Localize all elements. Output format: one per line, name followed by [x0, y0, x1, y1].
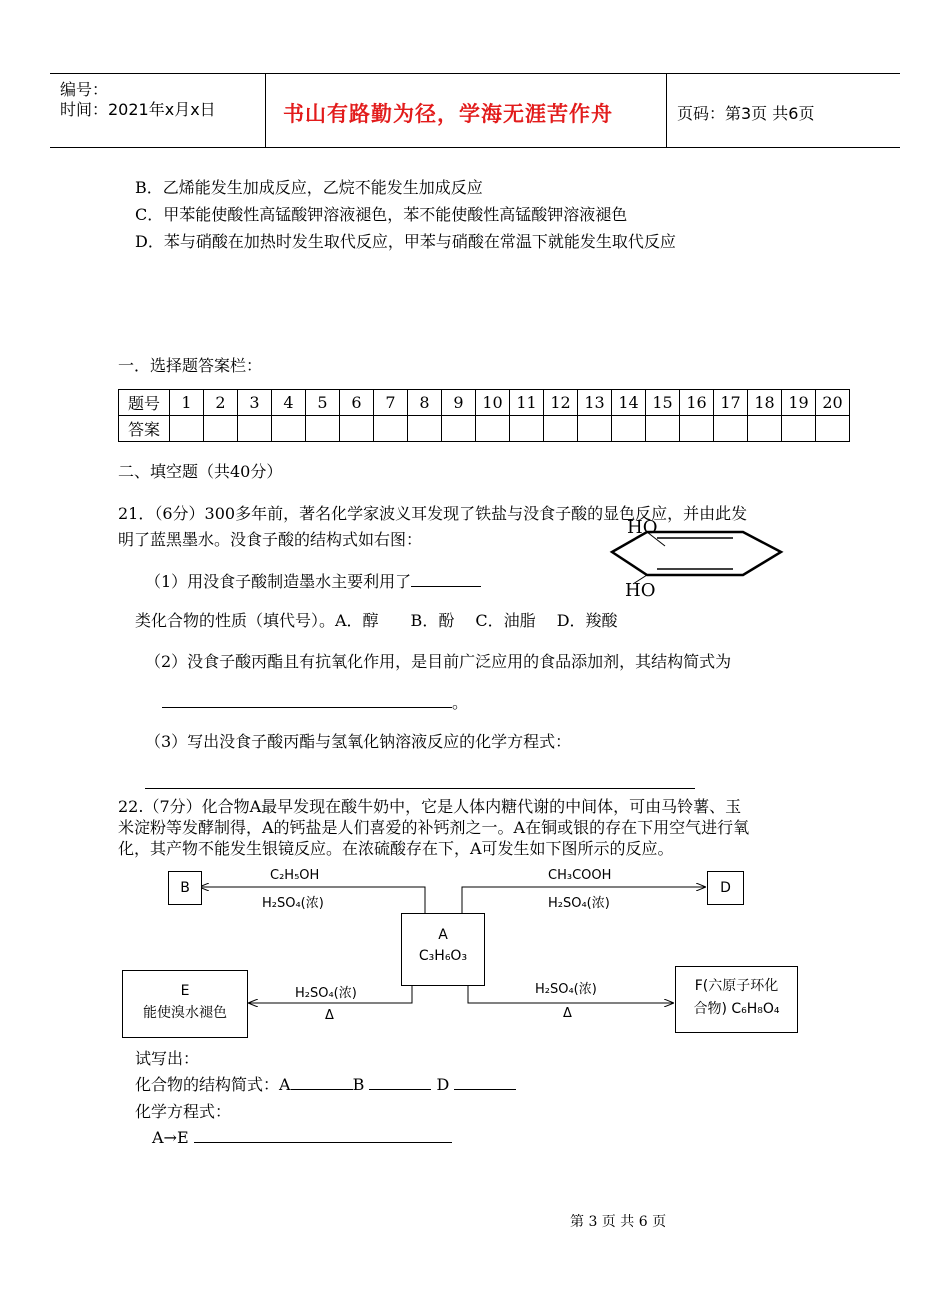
answer-table-answer-row: [119, 416, 850, 442]
q21-part3-text: （3）写出没食子酸丙酯与氢氧化钠溶液反应的化学方程式：: [145, 732, 572, 751]
arrow-e-heat: Δ: [325, 1008, 334, 1023]
q22-a-to-e-label: A→E: [152, 1128, 189, 1147]
answer-cell[interactable]: [476, 416, 510, 442]
compound-e-box: [122, 970, 248, 1038]
answer-cell[interactable]: [714, 416, 748, 442]
arrow-d-catalyst: H₂SO₄(浓): [548, 896, 610, 911]
arrow-f-heat: Δ: [563, 1006, 572, 1021]
option-b: B．乙烯能发生加成反应，乙烷不能发生加成反应: [135, 178, 483, 197]
compound-b-box: B: [168, 871, 202, 905]
answer-cell[interactable]: [340, 416, 374, 442]
q21-part2-answer-line: [162, 693, 468, 713]
number-cell: 17: [714, 390, 748, 416]
compound-e-desc: 能使溴水褪色: [143, 1005, 227, 1021]
compound-a-formula: C₃H₆O₃: [418, 948, 468, 964]
answer-cell[interactable]: [816, 416, 850, 442]
number-cell: 19: [782, 390, 816, 416]
answer-cell[interactable]: [442, 416, 476, 442]
q21-line2: 明了蓝黑墨水。没食子酸的结构式如右图：: [118, 530, 423, 549]
q22-blank-a[interactable]: [291, 1075, 353, 1090]
arrow-b-reagent: C₂H₅OH: [270, 868, 320, 883]
number-cell: 4: [272, 390, 306, 416]
header-divider-right: [666, 73, 667, 147]
answer-cell[interactable]: [782, 416, 816, 442]
structure-ho-top: HO: [627, 517, 658, 538]
arrow-d-reagent: CH₃COOH: [548, 868, 612, 883]
compound-f-line2: 合物) C₆H₈O₄: [693, 1001, 780, 1017]
number-cell: 16: [680, 390, 714, 416]
compound-d-box: D: [707, 871, 744, 905]
structure-ho-bottom: HO: [625, 580, 656, 601]
answer-cell[interactable]: [680, 416, 714, 442]
header-page-label: 页码：第3页 共6页: [677, 104, 815, 123]
section1-title: 一．选择题答案栏：: [118, 356, 263, 375]
compound-e-label: E: [180, 983, 190, 999]
q21-part2-blank[interactable]: [162, 693, 452, 708]
q22-line1: 22.（7分）化合物A最早发现在酸牛奶中，它是人体内糖代谢的中间体，可由马铃薯、玉: [118, 797, 742, 816]
q21-part1-line: [145, 572, 481, 592]
header-top-rule: [50, 73, 900, 74]
compound-a-box: [401, 913, 485, 986]
number-cell: 20: [816, 390, 850, 416]
header-divider-left: [265, 73, 266, 147]
q22-line3: 化，其产物不能发生银镜反应。在浓硫酸存在下，A可发生如下图所示的反应。: [118, 839, 674, 858]
q22-line2: 米淀粉等发酵制得，A的钙盐是人们喜爱的补钙剂之一。A在铜或银的存在下用空气进行氧: [118, 818, 750, 837]
number-cell: 5: [306, 390, 340, 416]
number-cell: 13: [578, 390, 612, 416]
gallic-acid-structure: [605, 518, 790, 603]
q22-try-write: 试写出：: [135, 1049, 200, 1068]
compound-f-line1: F(六原子环化: [694, 978, 779, 994]
q22-structure-line: [135, 1075, 516, 1095]
q21-part3-blank[interactable]: [145, 788, 695, 789]
q22-struct-b-label: B: [352, 1075, 365, 1094]
answer-table-number-row: [119, 390, 850, 416]
compound-a-label: A: [438, 927, 448, 943]
number-cell: 8: [408, 390, 442, 416]
answer-cell[interactable]: [204, 416, 238, 442]
answer-cell[interactable]: [374, 416, 408, 442]
q22-a-to-e-line: [152, 1128, 452, 1148]
section2-title: 二、填空题（共40分）: [118, 462, 283, 481]
option-d: D．苯与硝酸在加热时发生取代反应，甲苯与硝酸在常温下就能发生取代反应: [135, 232, 676, 251]
answer-cell[interactable]: [306, 416, 340, 442]
answer-cell[interactable]: [544, 416, 578, 442]
number-cell: 7: [374, 390, 408, 416]
number-cell: 1: [170, 390, 204, 416]
answer-table: [118, 389, 850, 442]
answer-cell[interactable]: [408, 416, 442, 442]
answer-cell[interactable]: [170, 416, 204, 442]
number-cell: 11: [510, 390, 544, 416]
answer-cell[interactable]: [612, 416, 646, 442]
number-cell: 9: [442, 390, 476, 416]
number-cell: 15: [646, 390, 680, 416]
compound-f-box: [675, 966, 798, 1033]
header-motto: 书山有路勤为径，学海无涯苦作舟: [283, 102, 613, 126]
q22-struct-d-label: D: [436, 1075, 450, 1094]
q22-struct-a-label: 化合物的结构简式：A: [135, 1075, 291, 1094]
arrow-b-catalyst: H₂SO₄(浓): [262, 896, 324, 911]
header-time-label: 时间：2021年x月x日: [60, 100, 216, 119]
q22-blank-b[interactable]: [369, 1075, 431, 1090]
answer-cell[interactable]: [510, 416, 544, 442]
answer-cell[interactable]: [646, 416, 680, 442]
number-cell: 3: [238, 390, 272, 416]
number-cell: 6: [340, 390, 374, 416]
q21-part2-text: （2）没食子酸丙酯且有抗氧化作用，是目前广泛应用的食品添加剂，其结构简式为: [145, 652, 732, 671]
number-cell: 2: [204, 390, 238, 416]
answer-cell[interactable]: [272, 416, 306, 442]
q22-blank-d[interactable]: [454, 1075, 516, 1090]
answer-cell[interactable]: [578, 416, 612, 442]
number-cell: 10: [476, 390, 510, 416]
q21-part1-options: 类化合物的性质（填代号）。A．醇 B．酚 C．油脂 D．羧酸: [135, 611, 618, 630]
answer-cell[interactable]: [748, 416, 782, 442]
number-cell: 18: [748, 390, 782, 416]
q21-part2-period: 。: [452, 693, 469, 712]
q21-line1: 21．（6分）300多年前，著名化学家波义耳发现了铁盐与没食子酸的显色反应，并由此发: [118, 504, 748, 523]
option-c: C．甲苯能使酸性高锰酸钾溶液褪色，苯不能使酸性高锰酸钾溶液褪色: [135, 205, 628, 224]
answer-cell[interactable]: [238, 416, 272, 442]
row-header-answer: 答案: [119, 416, 170, 442]
header-bottom-rule: [50, 147, 900, 148]
number-cell: 12: [544, 390, 578, 416]
q21-part1-blank[interactable]: [411, 572, 481, 587]
number-cell: 14: [612, 390, 646, 416]
page-footer: 第 3 页 共 6 页: [570, 1214, 667, 1230]
arrow-f-catalyst: H₂SO₄(浓): [535, 982, 597, 997]
q22-equation-label: 化学方程式：: [135, 1102, 232, 1121]
header-number-label: 编号：: [60, 80, 109, 99]
q22-a-to-e-blank[interactable]: [194, 1128, 452, 1143]
q21-part1-text: （1）用没食子酸制造墨水主要利用了: [145, 572, 412, 591]
row-header-number: 题号: [119, 390, 170, 416]
arrow-e-catalyst: H₂SO₄(浓): [295, 986, 357, 1001]
